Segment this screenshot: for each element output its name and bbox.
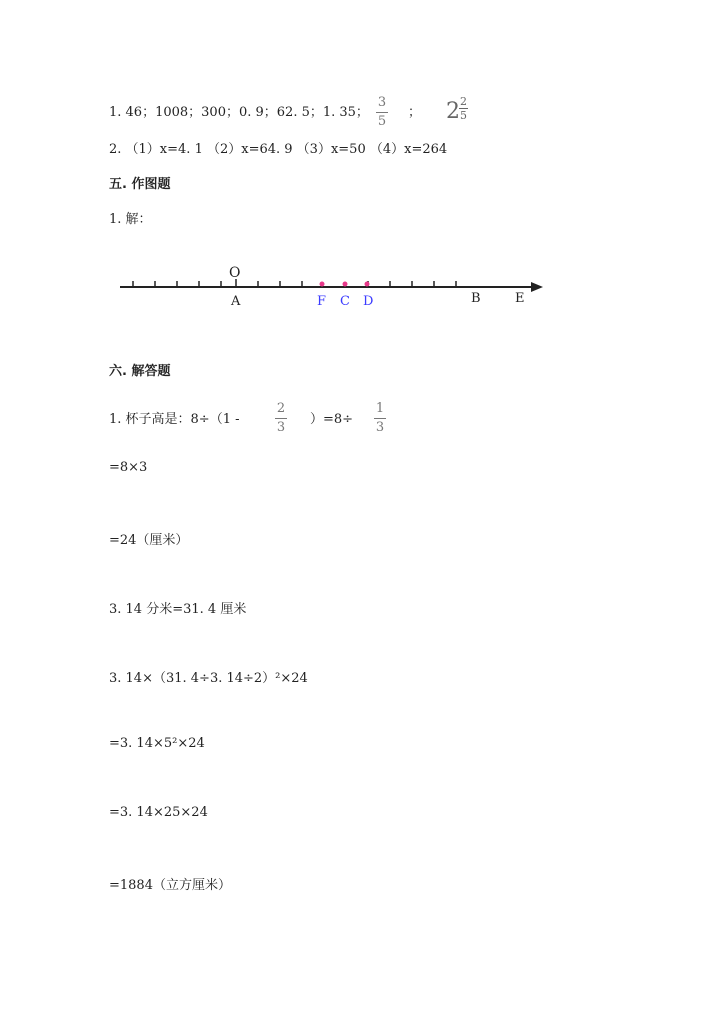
mixed-whole: 2 bbox=[446, 99, 460, 124]
section-5-item-1: 1. 解： bbox=[109, 212, 152, 227]
point-marks bbox=[320, 282, 370, 287]
answer-separator: ； bbox=[408, 105, 422, 120]
answer-line-1 bbox=[109, 101, 369, 120]
tick-marks bbox=[133, 279, 456, 287]
fraction-one-third bbox=[374, 401, 386, 436]
step-1-prefix: 1. 杯子高是：8÷（1 - bbox=[109, 412, 240, 427]
step-line: 3. 14 分米=31. 4 厘米 bbox=[109, 602, 247, 617]
step-line: =3. 14×25×24 bbox=[109, 805, 208, 820]
label-b: B bbox=[471, 291, 481, 306]
point-mark-f bbox=[320, 282, 325, 287]
label-c: C bbox=[340, 294, 350, 309]
section-5-heading: 五. 作图题 bbox=[109, 177, 171, 192]
mixed-fraction bbox=[459, 95, 468, 122]
number-line-diagram bbox=[115, 260, 550, 315]
label-d: D bbox=[363, 294, 374, 309]
section-6-heading: 六. 解答题 bbox=[109, 364, 171, 379]
step-1-mid: ）=8÷ bbox=[310, 412, 354, 427]
step-line: =24（厘米） bbox=[109, 533, 189, 548]
mixed-number bbox=[446, 95, 470, 127]
label-e: E bbox=[515, 291, 525, 306]
label-o: O bbox=[229, 265, 241, 281]
point-mark-c bbox=[343, 282, 348, 287]
fraction-denominator: 3 bbox=[375, 420, 385, 435]
mixed-denominator: 5 bbox=[460, 109, 467, 122]
label-a: A bbox=[231, 294, 241, 309]
answer-line-1-text: 1. 46；1008；300；0. 9；62. 5；1. 35； bbox=[109, 105, 369, 120]
fraction-numerator: 3 bbox=[377, 95, 387, 110]
fraction-two-thirds bbox=[275, 401, 287, 436]
fraction-three-fifths bbox=[376, 95, 388, 130]
point-mark-d bbox=[365, 282, 370, 287]
fraction-numerator: 1 bbox=[375, 401, 385, 416]
answer-line-2: 2. （1）x=4. 1 （2）x=64. 9 （3）x=50 （4）x=264 bbox=[109, 142, 448, 157]
step-line: =8×3 bbox=[109, 460, 148, 475]
mixed-numerator: 2 bbox=[460, 95, 467, 108]
arrow-head-icon bbox=[531, 282, 543, 292]
step-line: 3. 14×（31. 4÷3. 14÷2）²×24 bbox=[109, 671, 308, 686]
step-line: =3. 14×5²×24 bbox=[109, 736, 205, 751]
step-line: =1884（立方厘米） bbox=[109, 878, 231, 893]
fraction-numerator: 2 bbox=[276, 401, 286, 416]
fraction-denominator: 5 bbox=[377, 114, 387, 129]
fraction-denominator: 3 bbox=[276, 420, 286, 435]
label-f: F bbox=[317, 294, 327, 309]
